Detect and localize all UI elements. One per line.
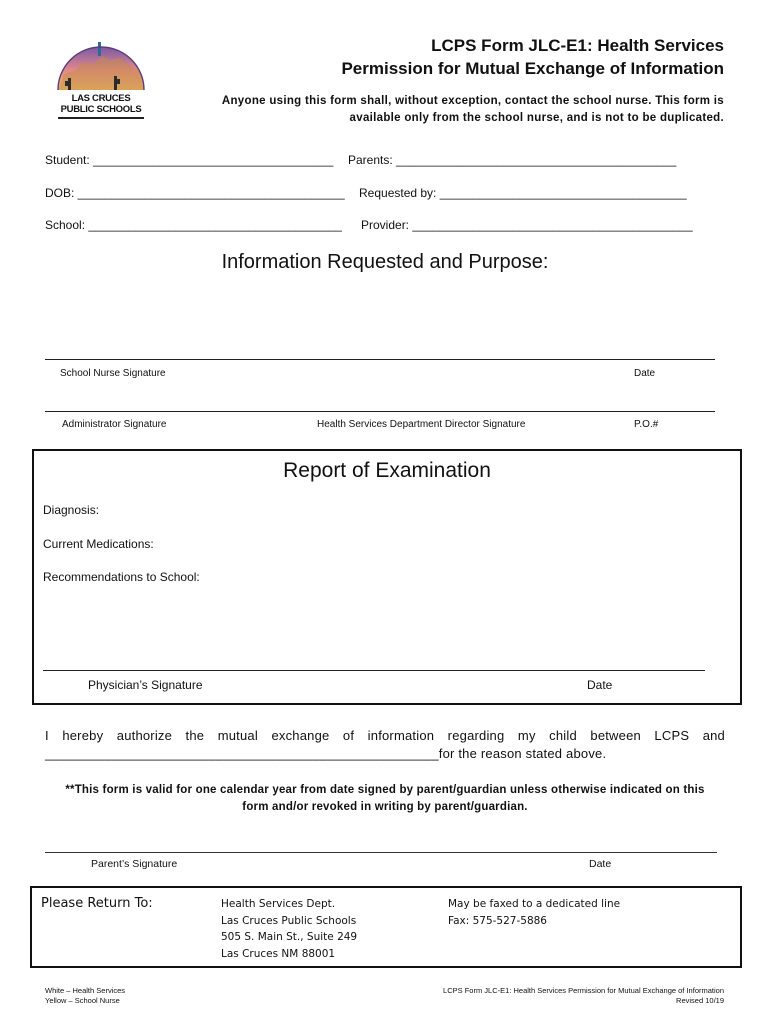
parent-signature-line[interactable]: [45, 852, 717, 853]
recommendations-label: Recommendations to School:: [43, 570, 200, 584]
address-line4: Las Cruces NM 88001: [221, 947, 336, 960]
address-line3: 505 S. Main St., Suite 249: [221, 931, 358, 943]
footer-copy-white: White – Health Services: [45, 986, 126, 995]
director-signature-label: Health Services Department Director Signature: [317, 419, 526, 430]
info-requested-area[interactable]: [45, 270, 715, 352]
requested-by-field[interactable]: Requested by: _____________________________________: [359, 186, 687, 200]
physician-signature-line[interactable]: [43, 670, 705, 671]
return-box: [30, 886, 742, 968]
authorization-line1: I hereby authorize the mutual exchange of information regarding my child between LCPS and: [45, 728, 725, 743]
nurse-date-label: Date: [634, 368, 656, 379]
footer-copy-yellow: Yellow – School Nurse: [45, 996, 120, 1005]
po-label: P.O.#: [634, 419, 659, 430]
validity-notice: [30, 782, 740, 816]
provider-field[interactable]: Provider: __________________________________________: [361, 218, 693, 232]
parents-field[interactable]: Parents: __________________________________________: [348, 153, 677, 167]
physician-signature-label: Physician’s Signature: [88, 678, 203, 692]
notice-line2: available only from the school nurse, and is not to be duplicated.: [349, 112, 724, 124]
title-line2: Permission for Mutual Exchange of Information: [341, 59, 724, 78]
lcps-logo: [54, 34, 148, 124]
notice-line1: Anyone using this form shall, without exception, contact the school nurse. This form is: [221, 95, 724, 107]
fax-note: May be faxed to a dedicated line: [448, 898, 621, 910]
report-heading: Report of Examination: [283, 459, 491, 482]
fax-info: [448, 896, 620, 929]
validity-line2: form and/or revoked in writing by parent/guardian.: [242, 801, 528, 813]
dob-field[interactable]: DOB: ________________________________________: [45, 186, 345, 200]
address-line2: Las Cruces Public Schools: [221, 914, 357, 927]
diagnosis-label: Diagnosis:: [43, 503, 100, 517]
report-of-examination-box: [32, 449, 742, 705]
school-nurse-signature-line[interactable]: [45, 359, 715, 360]
parent-signature-label: Parent’s Signature: [91, 858, 178, 870]
address-line1: Health Services Dept.: [221, 898, 336, 910]
authorization-line2[interactable]: _____________________________________________________for the reason stated above.: [45, 746, 607, 761]
form-title: [341, 34, 724, 80]
title-line1: LCPS Form JLC-E1: Health Services: [431, 36, 724, 55]
fax-number: Fax: 575-527-5886: [448, 914, 547, 927]
admin-signature-label: Administrator Signature: [62, 419, 167, 430]
return-label: Please Return To:: [41, 896, 153, 911]
footer-form-info: [443, 986, 724, 1006]
info-requested-heading: Information Requested and Purpose:: [221, 251, 549, 273]
physician-date-label: Date: [587, 678, 613, 692]
logo-text-line2: PUBLIC SCHOOLS: [60, 104, 142, 115]
logo-text-line1: LAS CRUCES: [71, 93, 131, 104]
student-field[interactable]: Student: ____________________________________: [45, 153, 334, 167]
footer-copies: [45, 986, 125, 1006]
school-nurse-signature-label: School Nurse Signature: [60, 368, 166, 379]
school-field[interactable]: School: ______________________________________: [45, 218, 342, 232]
validity-line1: **This form is valid for one calendar year from date signed by parent/guardian unless otherwise indicated on this: [65, 784, 705, 796]
footer-form-name: LCPS Form JLC-E1: Health Services Permission for Mutual Exchange of Information: [443, 986, 724, 995]
admin-signature-line[interactable]: [45, 411, 715, 412]
footer-revised: Revised 10/19: [676, 996, 724, 1005]
return-address: [221, 896, 357, 962]
notice: [222, 93, 724, 127]
medications-label: Current Medications:: [43, 537, 154, 551]
parent-date-label: Date: [589, 858, 612, 870]
